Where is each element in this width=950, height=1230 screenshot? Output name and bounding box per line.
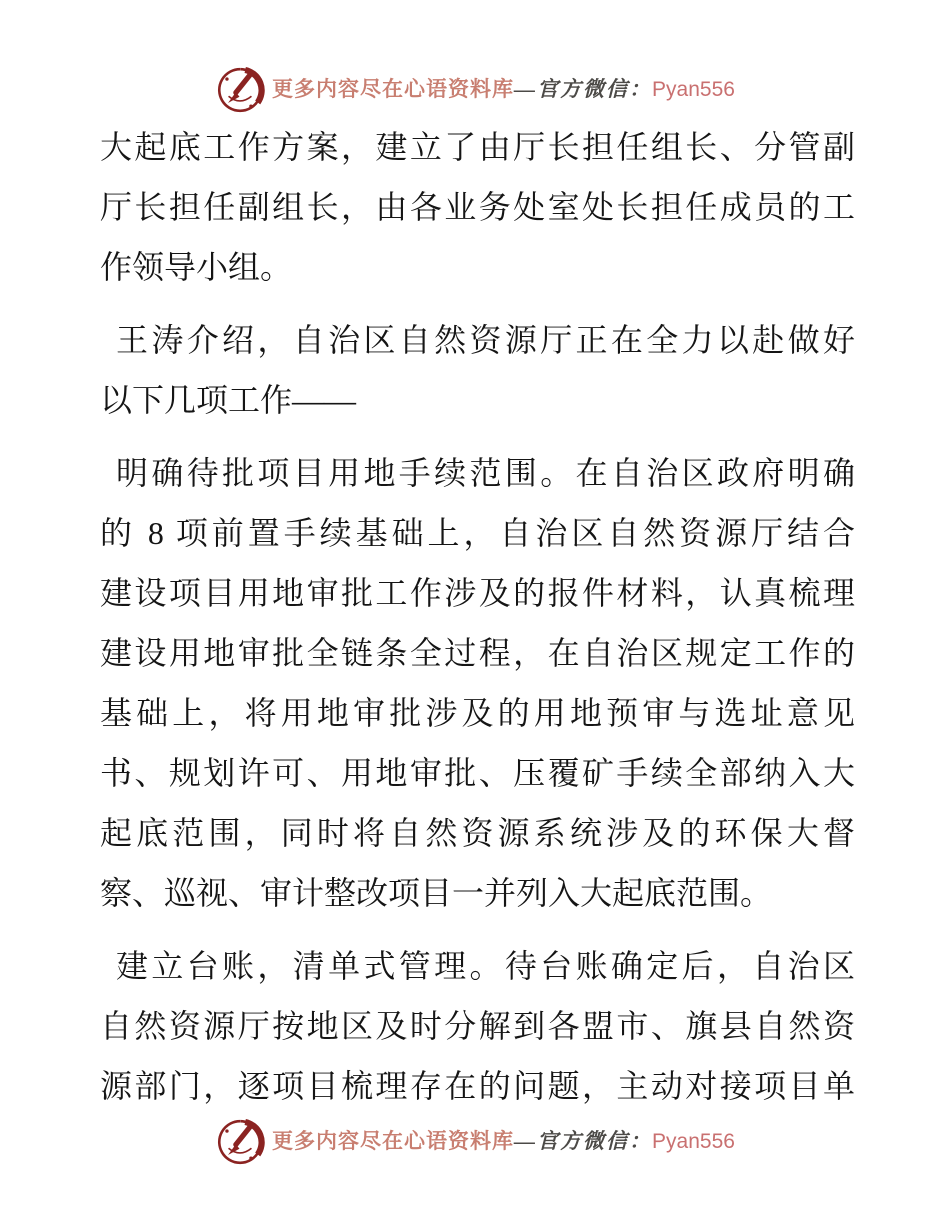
- brand-text: 更多内容尽在心语资料库: [272, 77, 515, 101]
- text-line: 明确待批项目用地手续范围。在自治区政府明确: [116, 455, 855, 491]
- paragraph: [100, 310, 855, 430]
- paragraph: [100, 117, 855, 297]
- text-line: 建立台账，清单式管理。待台账确定后，自治区: [116, 948, 855, 984]
- text-line: 的 8 项前置手续基础上，自治区自然资源厅结合: [100, 515, 855, 551]
- text-line: 王涛介绍，自治区自然资源厅正在全力以赴做好: [116, 322, 855, 358]
- text-line: 察、巡视、审计整改项目一并列入大起底范围。: [100, 875, 773, 911]
- wechat-label: 官方微信：: [537, 1129, 653, 1153]
- text-line: 起底范围，同时将自然资源系统涉及的环保大督: [100, 815, 855, 851]
- text-line: 自然资源厅按地区及时分解到各盟市、旗县自然资: [100, 1008, 855, 1044]
- pen-circle-logo-icon: [215, 65, 265, 115]
- paragraph: [100, 443, 855, 923]
- text-line: 大起底工作方案，建立了由厅长担任组长、分管副: [100, 129, 855, 165]
- text-line: 厅长担任副组长，由各业务处室处长担任成员的工: [100, 189, 855, 225]
- separator-dash: —: [514, 77, 538, 101]
- text-line: 建设项目用地审批工作涉及的报件材料，认真梳理: [100, 575, 855, 611]
- footer-watermark: [0, 1116, 950, 1167]
- pen-circle-logo-icon: [215, 1117, 265, 1167]
- document-body: [100, 117, 855, 1116]
- text-line: 作领导小组。: [100, 249, 293, 285]
- footer-watermark-text: [272, 1116, 735, 1167]
- text-line: 源部门，逐项目梳理存在的问题，主动对接项目单: [100, 1068, 855, 1104]
- header-watermark: [0, 64, 950, 115]
- text-line: 书、规划许可、用地审批、压覆矿手续全部纳入大: [100, 755, 855, 791]
- header-watermark-text: [272, 64, 735, 115]
- text-line: 基础上，将用地审批涉及的用地预审与选址意见: [100, 695, 855, 731]
- text-line: 以下几项工作——: [100, 382, 357, 418]
- wechat-label: 官方微信：: [537, 77, 653, 101]
- brand-text: 更多内容尽在心语资料库: [272, 1129, 515, 1153]
- paragraph: [100, 936, 855, 1116]
- wechat-id: Pyan556: [652, 1130, 735, 1153]
- text-line: 建设用地审批全链条全过程，在自治区规定工作的: [100, 635, 855, 671]
- separator-dash: —: [514, 1129, 538, 1153]
- wechat-id: Pyan556: [652, 78, 735, 101]
